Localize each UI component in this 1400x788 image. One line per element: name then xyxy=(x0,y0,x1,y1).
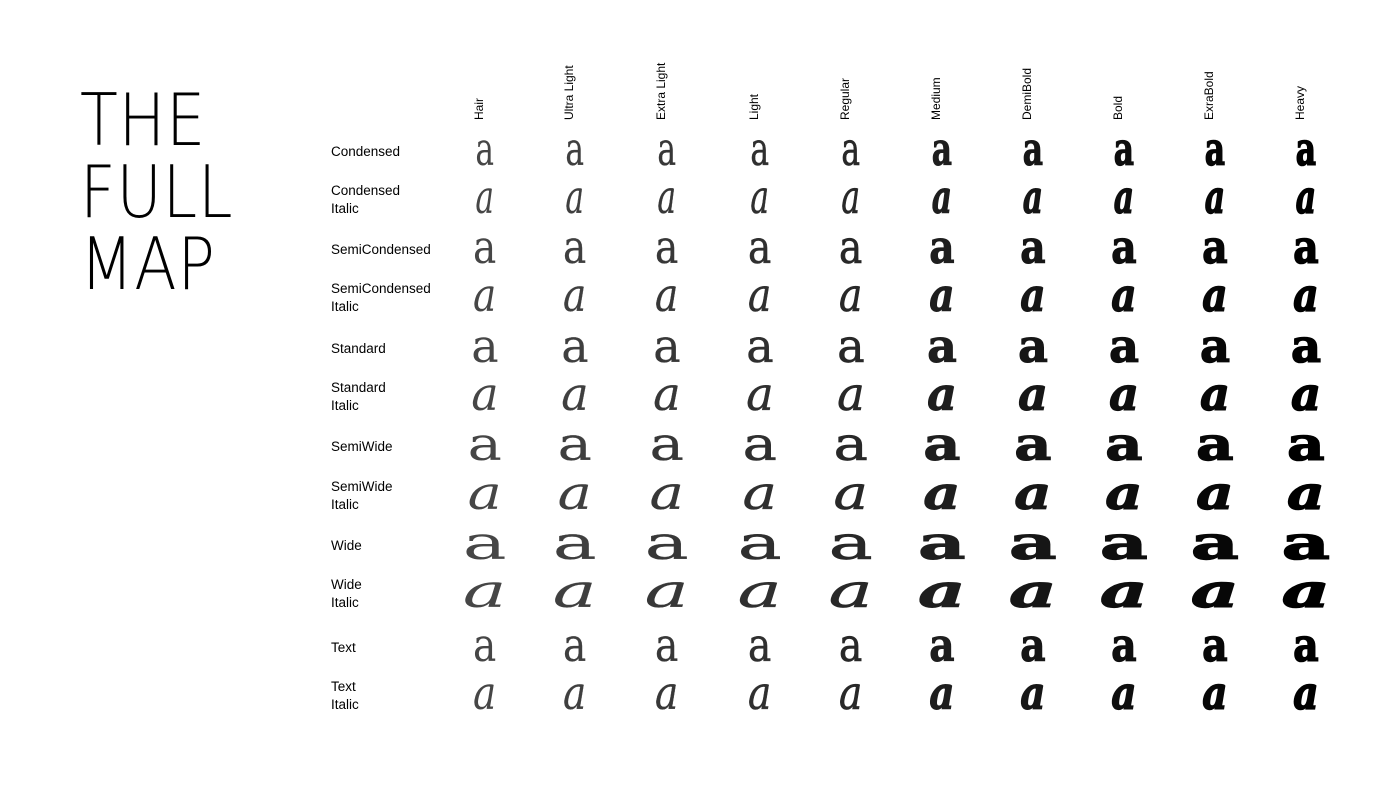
glyph-char: a xyxy=(557,417,593,471)
weight-header-label: DemiBold xyxy=(1020,67,1034,120)
glyph-char: a xyxy=(1009,516,1057,570)
glyph-char: a xyxy=(1202,220,1228,274)
glyph-wide-demibold xyxy=(1003,516,1063,570)
glyph-semicondensed-extra-light xyxy=(637,220,697,274)
style-label-condensed xyxy=(331,143,400,161)
glyph-char: a xyxy=(929,268,955,322)
glyph-semicondensed-italic-ultra-light xyxy=(545,268,605,322)
glyph-text-regular xyxy=(821,618,881,672)
glyph-semicondensed-exrabold xyxy=(1185,220,1245,274)
glyph-char: a xyxy=(653,319,681,373)
glyph-semiwide-italic-medium xyxy=(912,466,972,520)
glyph-condensed-italic-light xyxy=(730,170,790,224)
glyph-condensed-heavy xyxy=(1276,122,1336,176)
glyph-semiwide-regular xyxy=(821,417,881,471)
page-title xyxy=(80,78,234,306)
glyph-char: a xyxy=(1020,666,1046,720)
glyph-char: a xyxy=(1009,564,1057,618)
glyph-text-italic-regular xyxy=(821,666,881,720)
glyph-char: a xyxy=(929,220,955,274)
glyph-char: a xyxy=(1100,564,1148,618)
glyph-text-italic-heavy xyxy=(1276,666,1336,720)
glyph-char: a xyxy=(1109,319,1139,373)
glyph-char: a xyxy=(467,417,503,471)
style-label-line-1: Standard xyxy=(331,341,386,356)
glyph-semiwide-exrabold xyxy=(1185,417,1245,471)
glyph-standard-italic-regular xyxy=(821,367,881,421)
glyph-char: a xyxy=(655,220,679,274)
glyph-condensed-italic-regular xyxy=(821,170,881,224)
weight-header-label: Bold xyxy=(1111,95,1125,120)
style-label-line-1: SemiWide xyxy=(331,479,393,494)
glyph-wide-italic-light xyxy=(730,564,790,618)
glyph-char: a xyxy=(1020,618,1046,672)
glyph-char: a xyxy=(1020,220,1046,274)
glyph-wide-italic-demibold xyxy=(1003,564,1063,618)
glyph-condensed-bold xyxy=(1094,122,1154,176)
glyph-text-italic-medium xyxy=(912,666,972,720)
glyph-semicondensed-light xyxy=(730,220,790,274)
glyph-char: a xyxy=(833,417,869,471)
glyph-condensed-italic-medium xyxy=(912,170,972,224)
glyph-char: a xyxy=(1295,170,1317,224)
glyph-wide-heavy xyxy=(1276,516,1336,570)
style-label-line-1: Wide xyxy=(331,577,362,592)
glyph-condensed-italic-heavy xyxy=(1276,170,1336,224)
glyph-semiwide-ultra-light xyxy=(545,417,605,471)
glyph-text-demibold xyxy=(1003,618,1063,672)
glyph-char: a xyxy=(1293,618,1319,672)
glyph-char: a xyxy=(1014,417,1052,471)
glyph-char: a xyxy=(467,466,503,520)
glyph-standard-italic-heavy xyxy=(1276,367,1336,421)
glyph-standard-italic-ultra-light xyxy=(545,367,605,421)
glyph-semicondensed-bold xyxy=(1094,220,1154,274)
glyph-semicondensed-italic-regular xyxy=(821,268,881,322)
weight-header-label: Medium xyxy=(929,77,943,120)
glyph-char: a xyxy=(1100,516,1148,570)
glyph-wide-exrabold xyxy=(1185,516,1245,570)
glyph-char: a xyxy=(1293,268,1319,322)
glyph-char: a xyxy=(649,466,685,520)
glyph-text-italic-hair xyxy=(455,666,515,720)
glyph-char: a xyxy=(1111,618,1137,672)
glyph-wide-bold xyxy=(1094,516,1154,570)
glyph-char: a xyxy=(645,564,689,618)
glyph-char: a xyxy=(475,122,495,176)
glyph-char: a xyxy=(1105,417,1143,471)
glyph-char: a xyxy=(563,618,587,672)
glyph-standard-regular xyxy=(821,319,881,373)
glyph-char: a xyxy=(1111,268,1137,322)
style-label-line-2: Italic xyxy=(331,398,359,413)
style-label-line-1: Wide xyxy=(331,538,362,553)
glyph-char: a xyxy=(748,268,772,322)
glyph-char: a xyxy=(475,170,495,224)
glyph-semiwide-medium xyxy=(912,417,972,471)
glyph-standard-italic-exrabold xyxy=(1185,367,1245,421)
glyph-condensed-ultra-light xyxy=(545,122,605,176)
glyph-char: a xyxy=(473,666,497,720)
glyph-char: a xyxy=(841,122,861,176)
glyph-standard-italic-bold xyxy=(1094,367,1154,421)
glyph-semicondensed-italic-bold xyxy=(1094,268,1154,322)
glyph-condensed-italic-hair xyxy=(455,170,515,224)
glyph-char: a xyxy=(657,170,677,224)
glyph-char: a xyxy=(463,516,507,570)
glyph-condensed-extra-light xyxy=(637,122,697,176)
style-label-line-1: Condensed xyxy=(331,183,401,198)
glyph-char: a xyxy=(839,666,863,720)
glyph-char: a xyxy=(839,618,863,672)
glyph-char: a xyxy=(1113,122,1135,176)
glyph-char: a xyxy=(746,367,774,421)
glyph-standard-italic-extra-light xyxy=(637,367,697,421)
glyph-char: a xyxy=(1105,466,1143,520)
glyph-semiwide-italic-heavy xyxy=(1276,466,1336,520)
style-label-standard-italic xyxy=(331,379,386,415)
style-label-semicondensed-italic xyxy=(331,280,431,316)
glyph-char: a xyxy=(931,170,953,224)
glyph-wide-italic-extra-light xyxy=(637,564,697,618)
style-label-text xyxy=(331,639,356,657)
glyph-text-italic-demibold xyxy=(1003,666,1063,720)
glyph-semiwide-light xyxy=(730,417,790,471)
glyph-text-heavy xyxy=(1276,618,1336,672)
glyph-standard-heavy xyxy=(1276,319,1336,373)
glyph-char: a xyxy=(1111,666,1137,720)
glyph-text-exrabold xyxy=(1185,618,1245,672)
glyph-condensed-italic-bold xyxy=(1094,170,1154,224)
glyph-char: a xyxy=(463,564,507,618)
glyph-text-italic-bold xyxy=(1094,666,1154,720)
glyph-wide-italic-exrabold xyxy=(1185,564,1245,618)
glyph-char: a xyxy=(653,367,681,421)
glyph-text-light xyxy=(730,618,790,672)
glyph-char: a xyxy=(746,319,774,373)
glyph-char: a xyxy=(557,466,593,520)
glyph-wide-italic-medium xyxy=(912,564,972,618)
glyph-semicondensed-italic-heavy xyxy=(1276,268,1336,322)
glyph-char: a xyxy=(1109,367,1139,421)
glyph-semiwide-italic-bold xyxy=(1094,466,1154,520)
glyph-char: a xyxy=(1022,122,1044,176)
glyph-char: a xyxy=(473,618,497,672)
glyph-char: a xyxy=(833,466,869,520)
glyph-char: a xyxy=(839,268,863,322)
glyph-char: a xyxy=(561,319,589,373)
glyph-char: a xyxy=(1196,417,1234,471)
glyph-semicondensed-italic-light xyxy=(730,268,790,322)
glyph-standard-italic-hair xyxy=(455,367,515,421)
glyph-char: a xyxy=(561,367,589,421)
glyph-text-italic-extra-light xyxy=(637,666,697,720)
glyph-standard-bold xyxy=(1094,319,1154,373)
glyph-text-bold xyxy=(1094,618,1154,672)
style-label-line-1: Condensed xyxy=(331,144,401,159)
glyph-condensed-italic-ultra-light xyxy=(545,170,605,224)
style-label-line-2: Italic xyxy=(331,595,359,610)
glyph-semiwide-italic-extra-light xyxy=(637,466,697,520)
glyph-wide-ultra-light xyxy=(545,516,605,570)
glyph-text-medium xyxy=(912,618,972,672)
glyph-char: a xyxy=(841,170,861,224)
glyph-char: a xyxy=(1282,516,1330,570)
glyph-standard-medium xyxy=(912,319,972,373)
glyph-text-italic-light xyxy=(730,666,790,720)
glyph-char: a xyxy=(649,417,685,471)
glyph-char: a xyxy=(563,268,587,322)
glyph-char: a xyxy=(1202,268,1228,322)
glyph-wide-italic-heavy xyxy=(1276,564,1336,618)
glyph-semiwide-italic-demibold xyxy=(1003,466,1063,520)
glyph-semiwide-bold xyxy=(1094,417,1154,471)
glyph-semiwide-hair xyxy=(455,417,515,471)
style-label-line-2: Italic xyxy=(331,201,359,216)
glyph-char: a xyxy=(1111,220,1137,274)
glyph-char: a xyxy=(1200,367,1230,421)
glyph-char: a xyxy=(1293,666,1319,720)
glyph-char: a xyxy=(931,122,953,176)
style-label-standard xyxy=(331,340,386,358)
glyph-standard-ultra-light xyxy=(545,319,605,373)
glyph-condensed-light xyxy=(730,122,790,176)
style-label-line-1: SemiCondensed xyxy=(331,242,431,257)
style-label-line-2: Italic xyxy=(331,497,359,512)
glyph-wide-italic-regular xyxy=(821,564,881,618)
glyph-semicondensed-demibold xyxy=(1003,220,1063,274)
glyph-char: a xyxy=(929,666,955,720)
glyph-char: a xyxy=(918,516,966,570)
glyph-char: a xyxy=(1291,319,1321,373)
glyph-semicondensed-italic-medium xyxy=(912,268,972,322)
glyph-char: a xyxy=(1293,220,1319,274)
glyph-char: a xyxy=(927,319,957,373)
glyph-char: a xyxy=(742,466,778,520)
glyph-char: a xyxy=(1191,564,1239,618)
style-label-condensed-italic xyxy=(331,182,400,218)
glyph-char: a xyxy=(655,268,679,322)
glyph-char: a xyxy=(750,122,770,176)
glyph-char: a xyxy=(837,367,865,421)
glyph-char: a xyxy=(553,516,597,570)
glyph-char: a xyxy=(563,220,587,274)
glyph-char: a xyxy=(742,417,778,471)
glyph-char: a xyxy=(1291,367,1321,421)
glyph-char: a xyxy=(1200,319,1230,373)
glyph-char: a xyxy=(563,666,587,720)
title-line-1: THE xyxy=(80,78,207,162)
glyph-char: a xyxy=(1018,319,1048,373)
glyph-char: a xyxy=(918,564,966,618)
glyph-char: a xyxy=(748,666,772,720)
glyph-char: a xyxy=(929,618,955,672)
glyph-char: a xyxy=(1202,666,1228,720)
glyph-char: a xyxy=(645,516,689,570)
glyph-char: a xyxy=(655,666,679,720)
glyph-char: a xyxy=(565,122,585,176)
glyph-char: a xyxy=(923,466,961,520)
glyph-semicondensed-italic-extra-light xyxy=(637,268,697,322)
weight-header-label: ExraBold xyxy=(1202,71,1216,120)
glyph-char: a xyxy=(1113,170,1135,224)
glyph-char: a xyxy=(655,618,679,672)
glyph-wide-regular xyxy=(821,516,881,570)
glyph-standard-exrabold xyxy=(1185,319,1245,373)
glyph-semiwide-italic-exrabold xyxy=(1185,466,1245,520)
glyph-semicondensed-italic-demibold xyxy=(1003,268,1063,322)
glyph-wide-italic-hair xyxy=(455,564,515,618)
glyph-condensed-medium xyxy=(912,122,972,176)
glyph-char: a xyxy=(1295,122,1317,176)
glyph-char: a xyxy=(1018,367,1048,421)
glyph-char: a xyxy=(1204,122,1226,176)
style-label-wide-italic xyxy=(331,576,362,612)
glyph-semiwide-extra-light xyxy=(637,417,697,471)
glyph-wide-extra-light xyxy=(637,516,697,570)
glyph-char: a xyxy=(923,417,961,471)
style-label-line-1: Text xyxy=(331,679,356,694)
weight-header-label: Heavy xyxy=(1293,85,1307,120)
glyph-char: a xyxy=(748,618,772,672)
glyph-condensed-regular xyxy=(821,122,881,176)
glyph-char: a xyxy=(657,122,677,176)
glyph-condensed-hair xyxy=(455,122,515,176)
glyph-standard-light xyxy=(730,319,790,373)
glyph-char: a xyxy=(837,319,865,373)
glyph-wide-light xyxy=(730,516,790,570)
glyph-condensed-italic-extra-light xyxy=(637,170,697,224)
glyph-standard-italic-demibold xyxy=(1003,367,1063,421)
glyph-char: a xyxy=(1196,466,1234,520)
glyph-char: a xyxy=(1287,466,1325,520)
weight-header-label: Hair xyxy=(472,97,486,120)
glyph-semicondensed-italic-exrabold xyxy=(1185,268,1245,322)
glyph-standard-extra-light xyxy=(637,319,697,373)
glyph-char: a xyxy=(471,319,499,373)
glyph-wide-italic-bold xyxy=(1094,564,1154,618)
glyph-wide-italic-ultra-light xyxy=(545,564,605,618)
glyph-semiwide-italic-regular xyxy=(821,466,881,520)
glyph-char: a xyxy=(829,516,873,570)
style-label-wide xyxy=(331,537,362,555)
glyph-char: a xyxy=(1022,170,1044,224)
glyph-char: a xyxy=(829,564,873,618)
title-line-2: FULL xyxy=(80,150,234,234)
glyph-char: a xyxy=(553,564,597,618)
glyph-text-hair xyxy=(455,618,515,672)
glyph-char: a xyxy=(1020,268,1046,322)
glyph-semicondensed-hair xyxy=(455,220,515,274)
glyph-char: a xyxy=(471,367,499,421)
weight-header-label: Ultra Light xyxy=(562,65,576,120)
glyph-semiwide-italic-light xyxy=(730,466,790,520)
glyph-text-extra-light xyxy=(637,618,697,672)
glyph-char: a xyxy=(738,564,782,618)
weight-header-label: Light xyxy=(747,93,761,120)
glyph-char: a xyxy=(738,516,782,570)
glyph-char: a xyxy=(750,170,770,224)
glyph-semiwide-italic-ultra-light xyxy=(545,466,605,520)
glyph-condensed-italic-exrabold xyxy=(1185,170,1245,224)
glyph-char: a xyxy=(839,220,863,274)
glyph-standard-demibold xyxy=(1003,319,1063,373)
glyph-char: a xyxy=(1191,516,1239,570)
style-label-semiwide xyxy=(331,438,393,456)
glyph-text-italic-ultra-light xyxy=(545,666,605,720)
glyph-condensed-exrabold xyxy=(1185,122,1245,176)
style-label-line-2: Italic xyxy=(331,697,359,712)
glyph-standard-hair xyxy=(455,319,515,373)
style-label-semiwide-italic xyxy=(331,478,393,514)
glyph-char: a xyxy=(1204,170,1226,224)
glyph-semicondensed-heavy xyxy=(1276,220,1336,274)
style-label-semicondensed xyxy=(331,241,431,259)
glyph-semicondensed-regular xyxy=(821,220,881,274)
glyph-char: a xyxy=(1202,618,1228,672)
glyph-char: a xyxy=(1282,564,1330,618)
title-line-3: MAP xyxy=(80,222,216,306)
glyph-char: a xyxy=(565,170,585,224)
glyph-char: a xyxy=(927,367,957,421)
glyph-semicondensed-ultra-light xyxy=(545,220,605,274)
glyph-semiwide-heavy xyxy=(1276,417,1336,471)
glyph-char: a xyxy=(473,268,497,322)
glyph-char: a xyxy=(1287,417,1325,471)
glyph-standard-italic-light xyxy=(730,367,790,421)
glyph-semiwide-demibold xyxy=(1003,417,1063,471)
glyph-wide-medium xyxy=(912,516,972,570)
style-label-line-1: SemiCondensed xyxy=(331,281,431,296)
style-label-line-1: SemiWide xyxy=(331,439,393,454)
style-label-line-2: Italic xyxy=(331,299,359,314)
glyph-char: a xyxy=(748,220,772,274)
glyph-standard-italic-medium xyxy=(912,367,972,421)
glyph-semiwide-italic-hair xyxy=(455,466,515,520)
glyph-condensed-italic-demibold xyxy=(1003,170,1063,224)
glyph-semicondensed-italic-hair xyxy=(455,268,515,322)
glyph-char: a xyxy=(473,220,497,274)
style-label-text-italic xyxy=(331,678,359,714)
glyph-text-ultra-light xyxy=(545,618,605,672)
glyph-text-italic-exrabold xyxy=(1185,666,1245,720)
style-label-line-1: Standard xyxy=(331,380,386,395)
weight-header-label: Extra Light xyxy=(654,62,668,120)
glyph-wide-hair xyxy=(455,516,515,570)
glyph-char: a xyxy=(1014,466,1052,520)
style-label-line-1: Text xyxy=(331,640,356,655)
glyph-condensed-demibold xyxy=(1003,122,1063,176)
glyph-semicondensed-medium xyxy=(912,220,972,274)
weight-header-label: Regular xyxy=(838,77,852,120)
